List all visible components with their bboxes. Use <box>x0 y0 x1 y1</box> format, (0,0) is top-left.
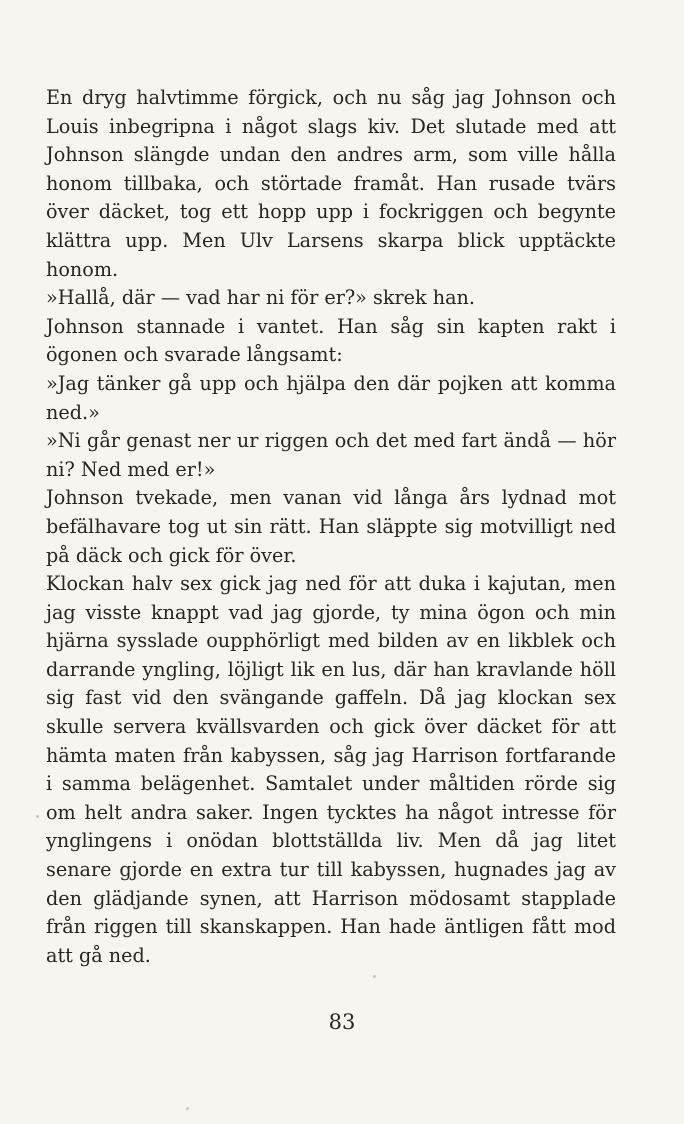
paper-speck <box>373 975 376 978</box>
paper-speck <box>186 1107 189 1110</box>
page-body <box>46 84 616 970</box>
page-number: 83 <box>328 1010 356 1034</box>
paragraph: »Hallå, där — vad har ni för er?» skrek han. <box>46 286 475 310</box>
paragraph: En dryg halvtimme förgick, och nu såg jag Johnson och Louis inbegripna i något slags kiv. Det slutade med att Johnson slängde undan den andres arm, som ville hålla honom tillbaka, och störtade framåt. Han rusade tvärs över däcket, tog ett hopp upp i fockriggen och begynte klättra upp. Men Ulv Larsens skarpa blick upptäckte honom. <box>46 86 616 281</box>
paper-speck <box>36 815 39 818</box>
paragraph: »Ni går genast ner ur riggen och det med fart ändå — hör ni? Ned med er!» <box>46 429 616 481</box>
paragraph: Johnson tvekade, men vanan vid långa års lydnad mot befälhavare tog ut sin rätt. Han släppte sig motvilligt ned på däck och gick för över. <box>46 486 616 567</box>
paragraph: Klockan halv sex gick jag ned för att duka i kajutan, men jag visste knappt vad jag gjorde, ty mina ögon och min hjärna sysslade oupphörligt med bilden av en likblek och darrande yngling, löjligt lik en lus, där han kravlande höll sig fast vid den svängande gaffeln. Då jag klockan sex skulle servera kvällsvarden och gick över däcket för att hämta maten från kabyssen, såg jag Harrison fortfarande i samma belägenhet. Samtalet under måltiden rörde sig om helt andra saker. Ingen tycktes ha något intresse för ynglingens i onödan blottställda liv. Men då jag litet senare gjorde en extra tur till kabyssen, hugnades jag av den glädjande synen, att Harrison mödosamt stapplade från riggen till skanskappen. Han hade äntligen fått mod att gå ned. <box>46 572 616 967</box>
paragraph: Johnson stannade i vantet. Han såg sin kapten rakt i ögonen och svarade långsamt: <box>46 314 616 367</box>
paragraph: »Jag tänker gå upp och hjälpa den där pojken att komma ned.» <box>46 371 616 424</box>
